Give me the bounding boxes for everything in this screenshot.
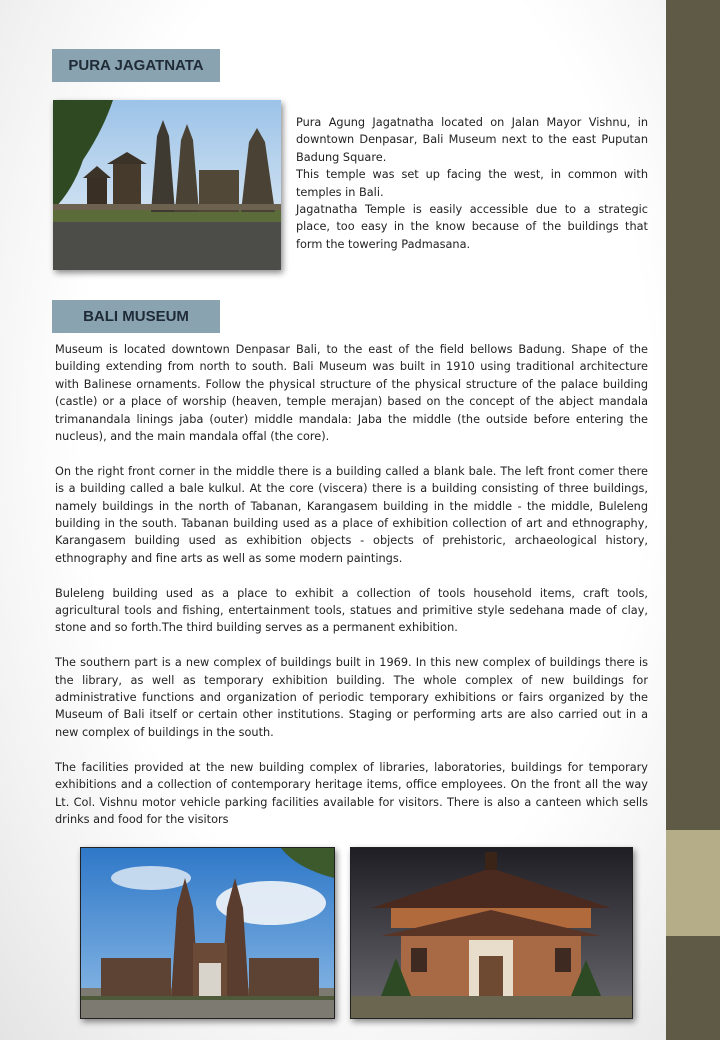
temple-gate-photo bbox=[80, 847, 335, 1019]
museum-paragraph: Museum is located downtown Denpasar Bali, to the east of the field bellows Badung. Shape of the building extending from north to south. Bali Museum was built in 1910 using traditional architecture with Balinese ornaments. Follow the physical structure of the physical structure of the palace building (castle) or a place of worship (heaven, temple merajan) based on the concept of the abject mandala trimanandala linings jaba (outer) middle mandala: Jaba the middle (the outside before entering the nucleus), and the main mandala offal (the core). bbox=[55, 343, 648, 444]
pura-jagatnata-description bbox=[296, 114, 648, 253]
intro-paragraph: Pura Agung Jagatnatha located on Jalan Mayor Vishnu, in downtown Denpasar, Bali Museum next to the east Puputan Badung Square. bbox=[296, 116, 648, 164]
museum-paragraph: On the right front corner in the middle there is a building called a blank bale. The left front comer there is a building called a bale kulkul. At the core (viscera) there is a building consisting of three buildings, namely buildings in the north of Tabanan, Karangasem building in the middle - the middle, Buleleng building in the south. Tabanan building used as a place of exhibition collection of art and ethnography, Karangasem building used as exhibition objects - objects of prehistoric, archaeological history, ethnography and fine arts as well as some modern paintings. bbox=[55, 464, 648, 565]
museum-paragraph: The southern part is a new complex of buildings built in 1969. In this new complex of buildings there is the library, as well as temporary exhibition building. The whole complex of new buildings for administrative functions and organization of periodic temporary exhibitions or fairs organized by the Museum of Bali itself or certain other institutions. Staging or performing arts are also carried out in a new complex of buildings in the south. bbox=[55, 656, 648, 739]
museum-building-photo bbox=[350, 847, 633, 1019]
sidebar-stripe-middle bbox=[666, 830, 720, 936]
museum-paragraph: The facilities provided at the new building complex of libraries, laboratories, buildings for temporary exhibitions and a collection of contemporary heritage items, office employees. On the front all the way Lt. Col. Vishnu motor vehicle parking facilities available for visitors. There is also a canteen which sells drinks and food for the visitors bbox=[55, 760, 648, 826]
sidebar-stripe-bottom bbox=[666, 936, 720, 1040]
section-heading-bali-museum: BALI MUSEUM bbox=[52, 300, 220, 333]
temple-photo bbox=[53, 100, 281, 270]
museum-paragraph: Buleleng building used as a place to exhibit a collection of tools household items, craft tools, agricultural tools and fishing, entertainment tools, statues and primitive style sedehana made of clay, stone and so forth.The third building serves as a permanent exhibition. bbox=[55, 586, 648, 635]
intro-paragraph: Jagatnatha Temple is easily accessible due to a strategic place, too easy in the know because of the buildings that form the towering Padmasana. bbox=[296, 203, 648, 251]
intro-paragraph: This temple was set up facing the west, in common with temples in Bali. bbox=[296, 168, 648, 199]
sidebar-stripe-top bbox=[666, 0, 720, 830]
section-heading-pura-jagatnata: PURA JAGATNATA bbox=[52, 49, 220, 82]
bali-museum-description bbox=[55, 341, 648, 846]
